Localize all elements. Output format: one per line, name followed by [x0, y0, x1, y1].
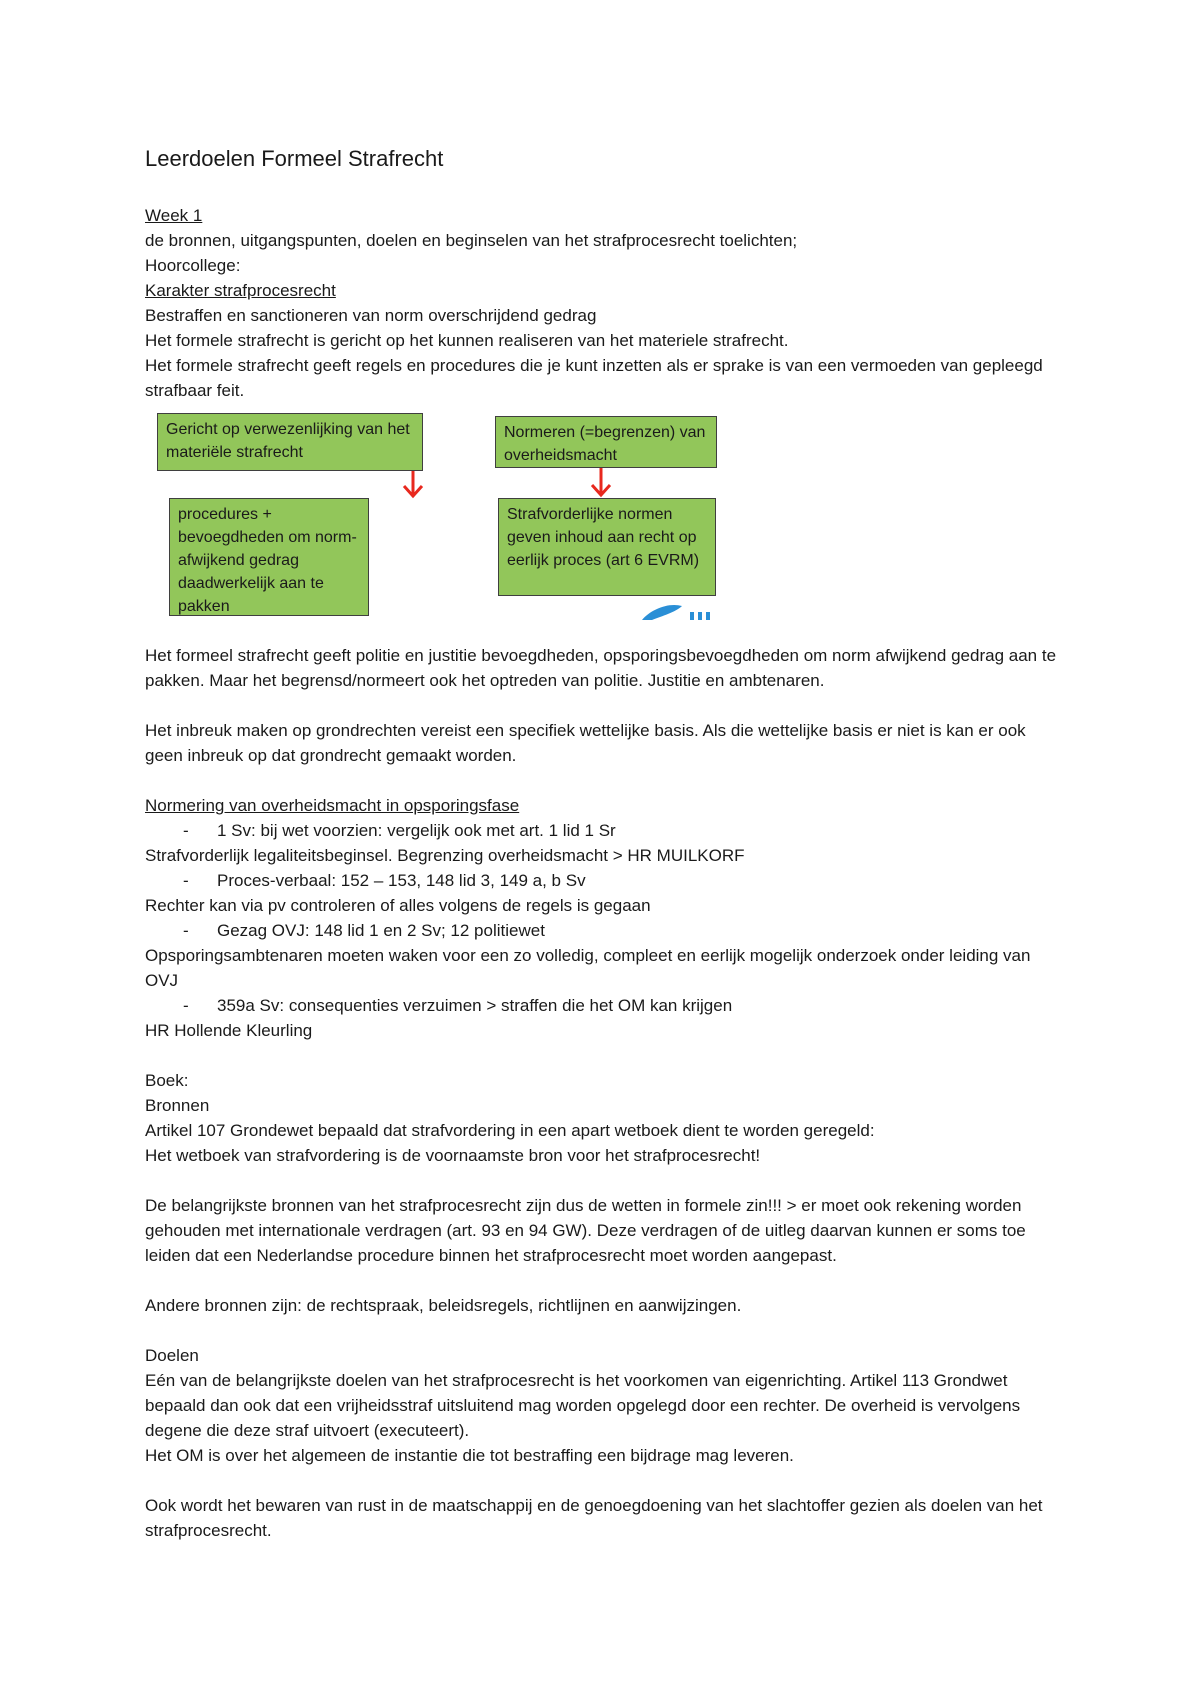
doelen-line: Het OM is over het algemeen de instantie die tot bestraffing een bijdrage mag leveren.	[145, 1446, 794, 1465]
page-title: Leerdoelen Formeel Strafrecht	[145, 146, 444, 171]
list-item	[145, 818, 1060, 843]
diagram-box-right-bottom: Strafvorderlijke normen geven inhoud aan recht op eerlijk proces (art 6 EVRM)	[498, 498, 716, 596]
hoorcollege-label: Hoorcollege:	[145, 256, 241, 275]
list-dash: -	[183, 921, 189, 940]
diagram-box-right-top: Normeren (=begrenzen) van overheidsmacht	[495, 416, 717, 468]
list-note: Opsporingsambtenaren moeten waken voor een zo volledig, compleet en eerlijk mogelijk onderzoek onder leiding van OVJ	[145, 946, 1031, 990]
lead-text: de bronnen, uitgangspunten, doelen en beginselen van het strafprocesrecht toelichten;	[145, 231, 798, 250]
list-item-text: Gezag OVJ: 148 lid 1 en 2 Sv; 12 politiewet	[217, 921, 545, 940]
body-section	[145, 643, 1060, 1543]
boek-label: Boek:	[145, 1071, 189, 1090]
karakter-line: Het formele strafrecht is gericht op het kunnen realiseren van het materiele strafrecht.	[145, 331, 789, 350]
logo-icon	[640, 600, 720, 620]
list-item-text: Proces-verbaal: 152 – 153, 148 lid 3, 149 a, b Sv	[217, 871, 586, 890]
paragraph: Het formeel strafrecht geeft politie en justitie bevoegdheden, opsporingsbevoegdheden om norm afwijkend gedrag aan te pakken. Maar het begrensd/normeert ook het optreden van politie. Justitie en ambtenaren.	[145, 646, 1057, 690]
normering-heading: Normering van overheidsmacht in opsporingsfase	[145, 796, 520, 815]
paragraph: Het inbreuk maken op grondrechten vereist een specifiek wettelijke basis. Als die wettelijke basis er niet is kan er ook geen inbreuk op dat grondrecht gemaakt worden.	[145, 721, 1026, 765]
arrow-down-icon	[588, 468, 614, 498]
bronnen-heading: Bronnen	[145, 1096, 210, 1115]
list-dash: -	[183, 996, 189, 1015]
arrow-down-icon	[400, 471, 426, 499]
diagram-box-left-bottom: procedures + bevoegdheden om norm-afwijkend gedrag daadwerkelijk aan te pakken	[169, 498, 369, 616]
list-item	[145, 993, 1060, 1018]
list-item	[145, 918, 1060, 943]
list-item	[145, 868, 1060, 893]
list-note: Strafvorderlijk legaliteitsbeginsel. Begrenzing overheidsmacht > HR MUILKORF	[145, 846, 745, 865]
week-heading: Week 1	[145, 206, 203, 225]
list-item-text: 359a Sv: consequenties verzuimen > straffen die het OM kan krijgen	[217, 996, 733, 1015]
paragraph: Andere bronnen zijn: de rechtspraak, beleidsregels, richtlijnen en aanwijzingen.	[145, 1296, 742, 1315]
doelen-line: Eén van de belangrijkste doelen van het strafprocesrecht is het voorkomen van eigenrichting. Artikel 113 Grondwet bepaald dan ook dat een vrijheidsstraf uitsluitend mag worden opgelegd door een rechter. De overheid is vervolgens degene die deze straf uitvoert (executeert).	[145, 1371, 1021, 1440]
list-dash: -	[183, 821, 189, 840]
list-note: Rechter kan via pv controleren of alles volgens de regels is gegaan	[145, 896, 651, 915]
paragraph: De belangrijkste bronnen van het strafprocesrecht zijn dus de wetten in formele zin!!! > er moet ook rekening worden gehouden met internationale verdragen (art. 93 en 94 GW). Deze verdragen of de uitleg daarvan kunnen er soms toe leiden dat een Nederlandse procedure binnen het strafprocesrecht moet worden aangepast.	[145, 1196, 1026, 1265]
bronnen-line: Het wetboek van strafvordering is de voornaamste bron voor het strafprocesrecht!	[145, 1146, 761, 1165]
doelen-heading: Doelen	[145, 1346, 199, 1365]
paragraph: Ook wordt het bewaren van rust in de maatschappij en de genoegdoening van het slachtoffer gezien als doelen van het strafprocesrecht.	[145, 1496, 1043, 1540]
list-item-text: 1 Sv: bij wet voorzien: vergelijk ook met art. 1 lid 1 Sr	[217, 821, 616, 840]
diagram-box-left-top: Gericht op verwezenlijking van het materiële strafrecht	[157, 413, 423, 471]
karakter-heading: Karakter strafprocesrecht	[145, 281, 336, 300]
week-section	[145, 203, 1060, 403]
karakter-line: Bestraffen en sanctioneren van norm overschrijdend gedrag	[145, 306, 597, 325]
karakter-line: Het formele strafrecht geeft regels en procedures die je kunt inzetten als er sprake is van een vermoeden van gepleegd strafbaar feit.	[145, 356, 1043, 400]
list-dash: -	[183, 871, 189, 890]
list-note: HR Hollende Kleurling	[145, 1021, 313, 1040]
bronnen-line: Artikel 107 Grondewet bepaald dat strafvordering in een apart wetboek dient te worden geregeld:	[145, 1121, 875, 1140]
